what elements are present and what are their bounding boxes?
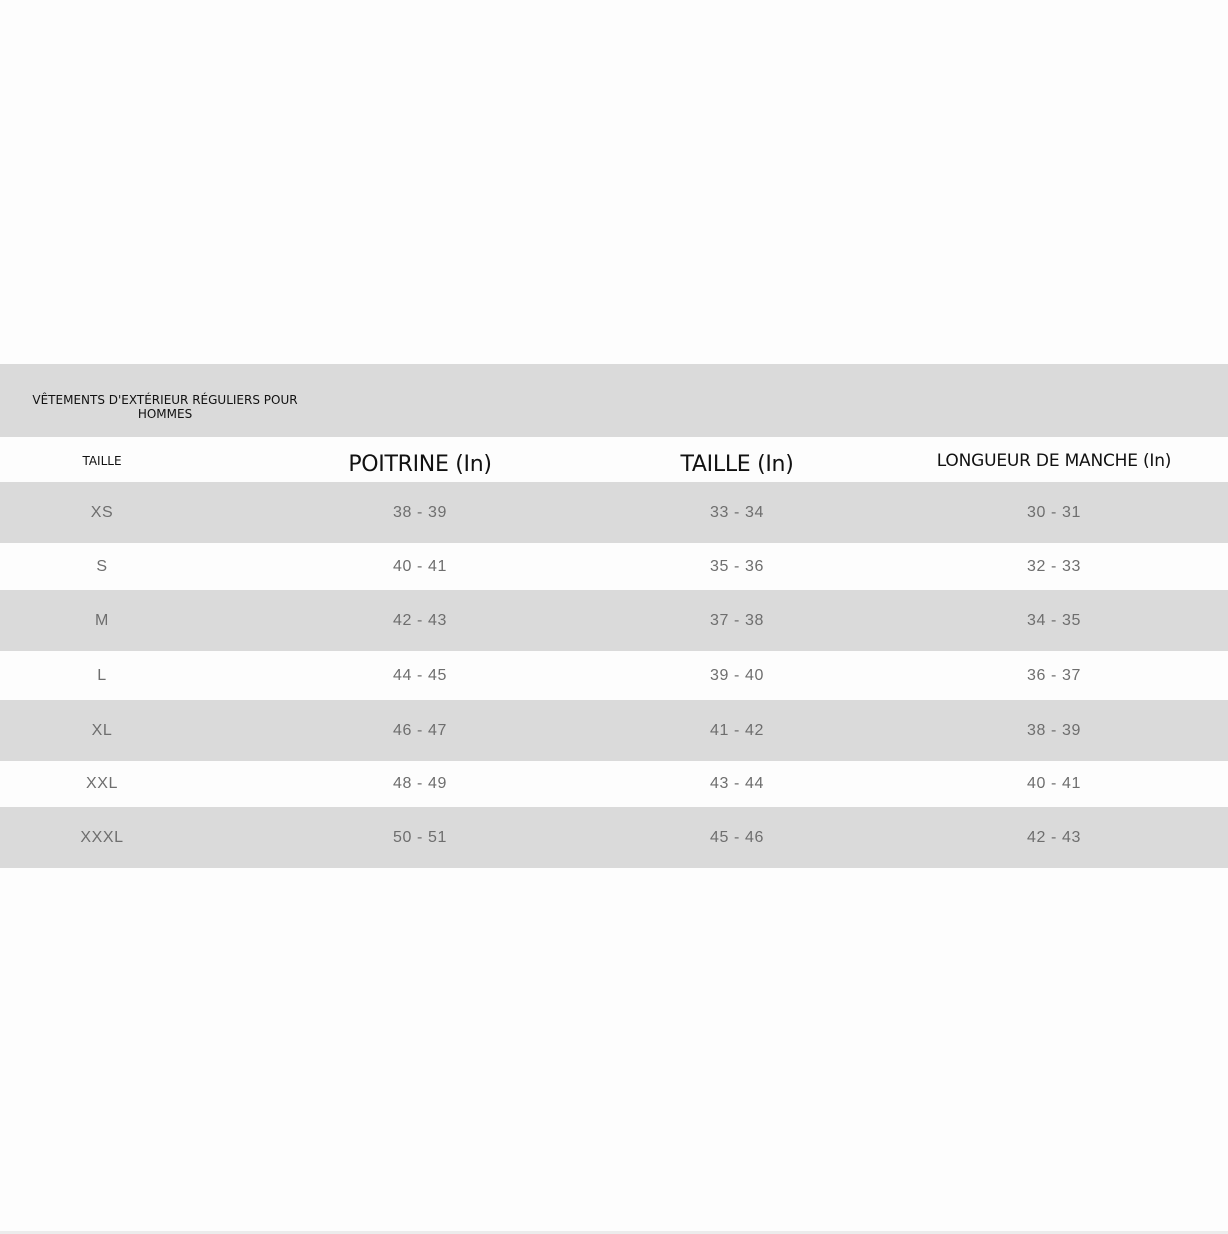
cell-sleeve: 34 - 35 [1026,611,1081,629]
cell-sleeve: 42 - 43 [1026,828,1081,846]
cell-chest: 48 - 49 [392,775,447,792]
cell-size: L [97,666,107,684]
table-row [0,807,1228,868]
table-row [0,543,1228,590]
cell-chest: 42 - 43 [392,611,447,629]
cell-chest: 38 - 39 [392,503,447,521]
table-row [0,651,1228,700]
cell-size: XS [90,503,114,521]
cell-chest: 44 - 45 [392,666,447,684]
cell-size: XL [91,721,113,739]
cell-size: S [96,557,108,575]
header-chest: POITRINE (In) [348,451,492,477]
header-waist: TAILLE (In) [680,451,794,477]
cell-chest: 40 - 41 [392,557,447,575]
cell-sleeve: 36 - 37 [1026,666,1081,684]
cell-size: XXXL [80,828,124,846]
size-chart-table [0,364,1228,868]
table-header-row [0,437,1228,482]
cell-waist: 43 - 44 [709,775,764,792]
cell-size: M [95,611,109,629]
table-title-row [0,364,1228,437]
cell-waist: 37 - 38 [709,611,764,629]
cell-chest: 50 - 51 [392,828,447,846]
cell-chest: 46 - 47 [392,721,447,739]
table-row [0,482,1228,543]
table-row [0,700,1228,761]
cell-waist: 41 - 42 [709,721,764,739]
cell-sleeve: 38 - 39 [1026,721,1081,739]
cell-sleeve: 30 - 31 [1026,503,1081,521]
cell-sleeve: 32 - 33 [1026,557,1081,575]
cell-waist: 39 - 40 [709,666,764,684]
header-sleeve-length: LONGUEUR DE MANCHE (In) [936,451,1172,471]
table-title: VÊTEMENTS D'EXTÉRIEUR RÉGULIERS POUR HOMMES [32,393,298,421]
table-row [0,590,1228,651]
cell-waist: 35 - 36 [709,557,764,575]
header-size: TAILLE [82,454,122,468]
cell-sleeve: 40 - 41 [1026,775,1081,792]
cell-size: XXL [85,775,119,792]
table-row [0,761,1228,807]
cell-waist: 33 - 34 [709,503,764,521]
cell-waist: 45 - 46 [709,828,764,846]
